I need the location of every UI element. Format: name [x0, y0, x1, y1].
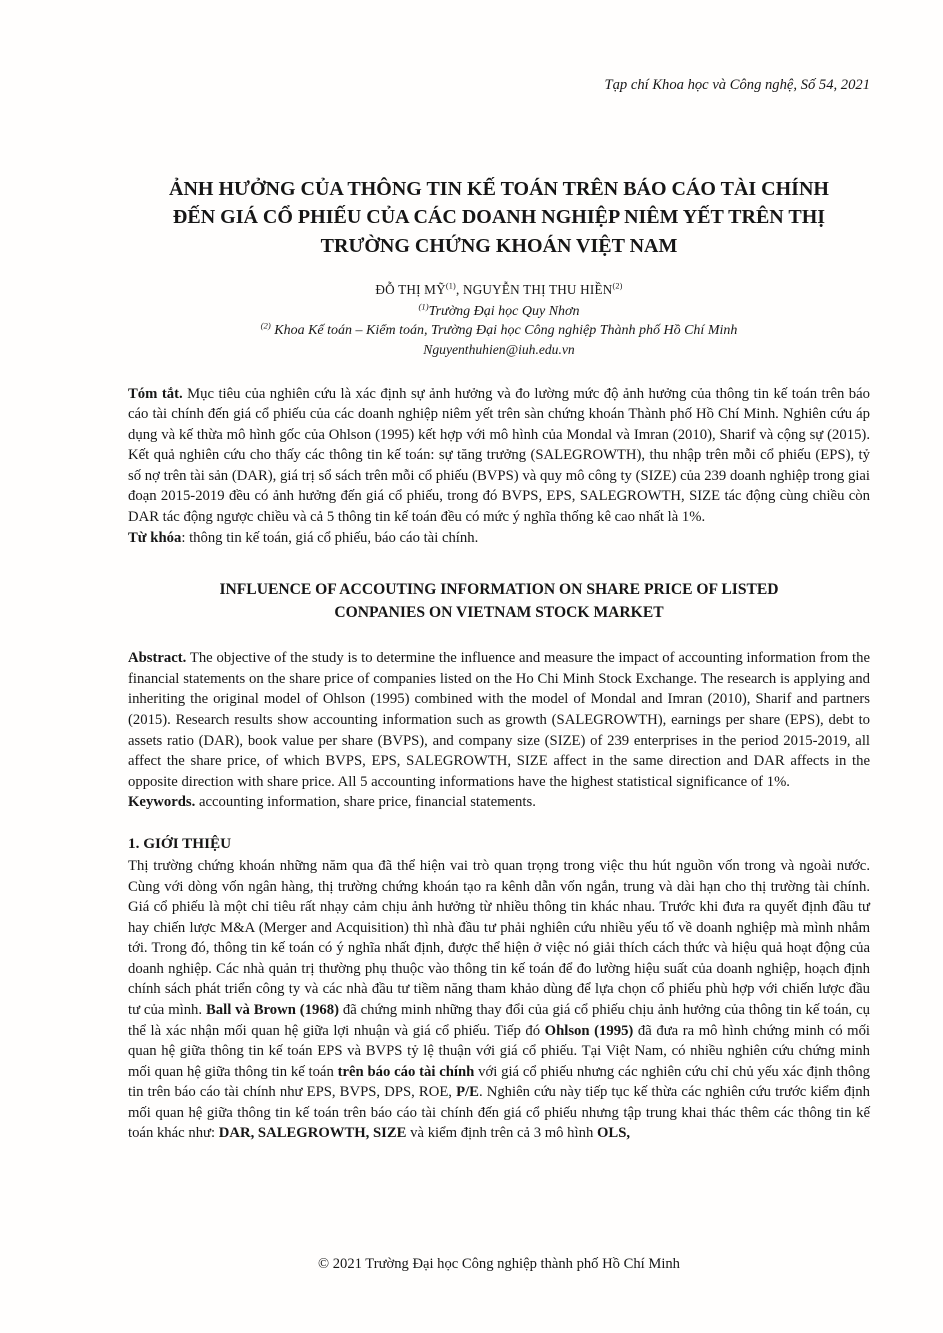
affiliation-1-mark: (1)	[418, 301, 429, 312]
author-2-name: NGUYỄN THỊ THU HIỀN	[462, 282, 613, 298]
section-1	[128, 835, 870, 1144]
affiliation-1	[128, 302, 870, 321]
journal-header: Tạp chí Khoa học và Công nghệ, Số 54, 2021	[604, 77, 870, 93]
keywords-vi-text: : thông tin kế toán, giá cổ phiếu, báo cáo tài chính.	[181, 529, 479, 546]
paper-title-vi: ẢNH HƯỞNG CỦA THÔNG TIN KẾ TOÁN TRÊN BÁO CÁO TÀI CHÍNH ĐẾN GIÁ CỔ PHIẾU CỦA CÁC DOANH NGHIỆP NIÊM YẾT TRÊN THỊ TRƯỜNG CHỨNG KHOÁN VIỆT NAM	[169, 177, 829, 257]
abstract-vi-label: Tóm tắt.	[128, 385, 183, 402]
author-1-name: ĐỖ THỊ MỸ	[375, 282, 446, 298]
abstract-vi	[128, 384, 870, 528]
affiliation-2	[128, 321, 870, 340]
section-1-heading: 1. GIỚI THIỆU	[128, 834, 232, 852]
author-1-affiliation-mark: (1)	[445, 281, 456, 291]
abstract-vi-text: Mục tiêu của nghiên cứu là xác định sự ảnh hưởng và đo lường mức độ ảnh hưởng của thông tin kế toán trên báo cáo tài chính đến giá cổ phiếu của các doanh nghiệp niêm yết trên sàn chứng khoán Thành phố Hồ Chí Minh. Nghiên cứu áp dụng và kế thừa mô hình gốc của Ohlson (1995) kết hợp với mô hình của Mondal và Imran (2010), Sharif và cộng sự (2015). Kết quả nghiên cứu cho thấy các thông tin kế toán: sự tăng trưởng (SALEGROWTH), thu nhập trên mỗi cổ phiếu (EPS), tỷ số nợ trên tài sản (DAR), giá trị sổ sách trên mỗi cổ phiếu (BVPS) và quy mô công ty (SIZE) của 239 doanh nghiệp trong giai đoạn 2015-2019 đều có ảnh hưởng đến giá cổ phiếu, trong đó BVPS, EPS, SALEGROWTH, SIZE tác động cùng chiều còn DAR tác động ngược chiều và cả 5 thông tin kế toán đều có mức ý nghĩa thống kê cao nhất là 1%.	[128, 385, 870, 525]
paper-title-en: INFLUENCE OF ACCOUTING INFORMATION ON SHARE PRICE OF LISTED CONPANIES ON VIETNAM STOCK MARKET	[219, 581, 779, 622]
keywords-vi-label: Từ khóa	[128, 529, 182, 546]
abstract-en-block	[128, 648, 870, 813]
affiliation-2-mark: (2)	[260, 320, 271, 331]
abstract-en	[128, 648, 870, 792]
affiliation-2-text: Khoa Kế toán – Kiểm toán, Trường Đại học Công nghiệp Thành phố Hồ Chí Minh	[270, 323, 738, 339]
abstract-en-label: Abstract.	[128, 650, 187, 667]
affiliation-1-text: Trường Đại học Quy Nhơn	[428, 304, 580, 320]
keywords-en	[128, 792, 870, 813]
authors-line	[128, 282, 870, 298]
author-email: Nguyenthuhien@iuh.edu.vn	[423, 341, 575, 357]
abstract-vi-block	[128, 384, 870, 549]
page-footer: © 2021 Trường Đại học Công nghiệp thành phố Hồ Chí Minh	[318, 1256, 680, 1272]
author-2-affiliation-mark: (2)	[612, 281, 623, 291]
keywords-en-text: accounting information, share price, financial statements.	[195, 794, 536, 811]
authors-separator: ,	[455, 282, 463, 298]
abstract-en-text: The objective of the study is to determine the influence and measure the impact of accounting information from the financial statements on the share price of companies listed on the Ho Chi Minh Stock Exchange. The research is applying and inheriting the original model of Ohlson (1995) combined with the model of Mondal and Imran (2010), Sharif and partners (2015). Research results show accounting information such as growth (SALEGROWTH), earnings per share (EPS), debt to assets ratio (DAR), book value per share (BVPS), and company size (SIZE) of 239 enterprises in the period 2015-2019, all affect the share price, of which BVPS, EPS, SALEGROWTH, SIZE affect in the same direction and DAR affects in the opposite direction with share price. All 5 accounting informations have the highest statistical significance of 1%.	[128, 650, 870, 790]
keywords-vi	[128, 528, 870, 549]
section-1-paragraph: Thị trường chứng khoán những năm qua đã thể hiện vai trò quan trọng trong việc thu hút nguồn vốn trong và ngoài nước. Cùng với dòng vốn ngân hàng, thị trường chứng khoán tạo ra kênh dẫn vốn ngắn, trung và dài hạn cho thị trường tài chính. Giá cổ phiếu là một chỉ tiêu rất nhạy cảm chịu ảnh hưởng từ nhiều thông tin khác nhau. Trước khi đưa ra quyết định đầu tư hay chiến lược M&A (Merger and Acquisition) thì nhà đầu tư phải nghiên cứu nhiều yếu tố về doanh nghiệp mà mình nhắm tới. Trong đó, thông tin kế toán có ý nghĩa nhất định, được thể hiện ở việc nó giải thích cách thức và hiệu quả hoạt động của doanh nghiệp. Các nhà quản trị thường phụ thuộc vào thông tin kế toán để đo lường hiệu suất của doanh nghiệp, hoạch định chính sách phát triển công ty và các nhà đầu tư tiềm năng tham khảo dùng để lựa chọn cổ phiếu phù hợp với chiến lược đầu tư của mình. Ball và Brown (1968) đã chứng minh những thay đổi của giá cổ phiếu chịu ảnh hưởng của thông tin kế toán, cụ thể là xác nhận mối quan hệ giữa lợi nhuận và giá cổ phiếu. Tiếp đó Ohlson (1995) đã đưa ra mô hình chứng minh có mối quan hệ giữa thông tin kế toán EPS và BVPS tỷ lệ thuận với giá cổ phiếu. Tại Việt Nam, có nhiều nghiên cứu chứng minh mối quan hệ giữa thông tin kế toán trên báo cáo tài chính với giá cổ phiếu nhưng các nghiên cứu chỉ chủ yếu xác định thông tin trên báo cáo tài chính như EPS, BVPS, DPS, ROE, P/E. Nghiên cứu này tiếp tục kế thừa các nghiên cứu trước kiểm định mối quan hệ giữa thông tin kế toán trên báo cáo tài chính đến giá cổ phiếu nhưng tập trung khai thác thêm các thông tin kế toán khác như: DAR, SALEGROWTH, SIZE và kiểm định trên cả 3 mô hình OLS,	[128, 857, 871, 1142]
keywords-en-label: Keywords.	[128, 794, 196, 811]
